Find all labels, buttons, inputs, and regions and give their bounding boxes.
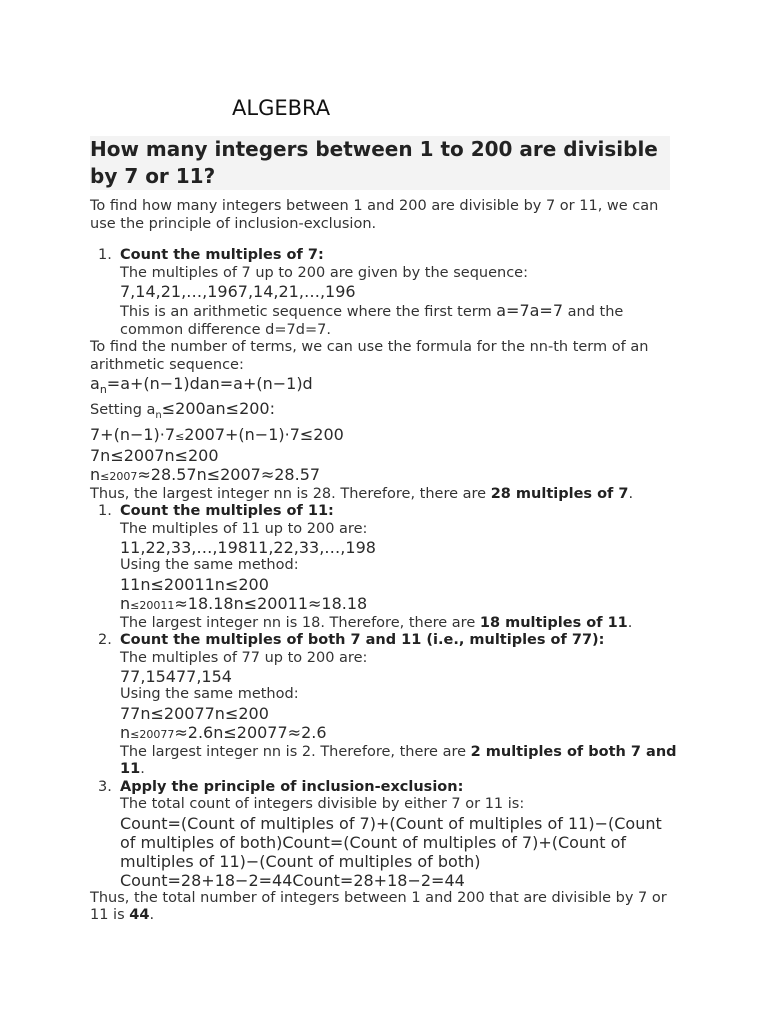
page-header-title: ALGEBRA — [232, 96, 331, 120]
formula-line: 77n≤20077n≤200 — [120, 703, 269, 723]
step-text: Using the same method: — [120, 686, 299, 703]
step-text: The total count of integers divisible by either 7 or 11 is: — [120, 796, 525, 813]
inclusion-exclusion-formula: Count=(Count of multiples of 7)+(Count of multiples of 11)−(Count of multiples of both)Count=(Count of multiples of 7)+(Count of multiples of 11)−(Count of multiples of both) — [120, 813, 662, 871]
step-heading: Count the multiples of 11: — [120, 503, 334, 520]
sequence-formula: 7,14,21,…,1967,14,21,…,196 — [120, 282, 356, 301]
formula-line: 11n≤20011n≤200 — [120, 574, 269, 594]
result-text: Thus, the largest integer nn is 28. Therefore, there are 28 multiples of 7. — [90, 485, 634, 502]
step-text: The multiples of 7 up to 200 are given by the sequence: — [120, 264, 528, 281]
solution-body — [90, 198, 680, 925]
formula-line: 7+(n−1)·7≤2007+(n−1)·7≤200 — [90, 424, 344, 444]
question-heading: How many integers between 1 to 200 are divisible by 7 or 11? — [90, 136, 670, 190]
step-heading: Count the multiples of both 7 and 11 (i.e., multiples of 77): — [120, 632, 605, 649]
formula-line: n≤2007≈28.57n≤2007≈28.57 — [90, 464, 321, 484]
sequence-formula: 77,15477,154 — [120, 667, 232, 687]
step-heading: Apply the principle of inclusion-exclusion: — [120, 778, 464, 795]
paragraph: To find the number of terms, we can use the formula for the nn-th term of an arithmetic sequence: — [90, 339, 649, 373]
step-text: Using the same method: — [120, 557, 299, 574]
final-calculation: Count=28+18−2=44Count=28+18−2=44 — [120, 870, 465, 890]
list-number: 1. — [98, 503, 112, 520]
formula-line: 7n≤2007n≤200 — [90, 445, 219, 465]
list-number: 2. — [98, 632, 112, 649]
list-number: 1. — [98, 247, 112, 263]
step-text: This is an arithmetic sequence where the first term a=7a=7 and the common difference d=7d=7. — [120, 301, 624, 338]
step-text: The multiples of 11 up to 200 are: — [120, 520, 368, 537]
step-inclusion-exclusion — [90, 779, 680, 890]
sequence-formula: 11,22,33,…,19811,22,33,…,198 — [120, 538, 376, 558]
formula-line: n≤20077≈2.6n≤20077≈2.6 — [120, 722, 327, 742]
conclusion-text: Thus, the total number of integers between 1 and 200 that are divisible by 7 or 11 is 44. — [90, 889, 667, 924]
formula-line: $a_n=a+(n-1)dan=a+(n-1)d$ — [90, 374, 313, 397]
result-text: The largest integer nn is 18. Therefore, there are 18 multiples of 11. — [120, 614, 633, 631]
step-multiples-of-7 — [90, 247, 680, 339]
step-multiples-of-11 — [90, 503, 680, 632]
intro-paragraph: To find how many integers between 1 and 200 are divisible by 7 or 11, we can use the principle of inclusion-exclusion. — [90, 198, 659, 232]
step-text: The multiples of 77 up to 200 are: — [120, 649, 368, 666]
formula-line: n≤20011≈18.18n≤20011≈18.18 — [120, 593, 368, 613]
step-multiples-of-77 — [90, 632, 680, 779]
list-number: 3. — [98, 778, 112, 795]
formula-line: Setting $a_n\le 200an\le 200$: — [90, 399, 275, 422]
result-text: The largest integer nn is 2. Therefore, there are 2 multiples of both 7 and 11. — [120, 743, 677, 778]
step-heading: Count the multiples of 7: — [120, 247, 324, 263]
